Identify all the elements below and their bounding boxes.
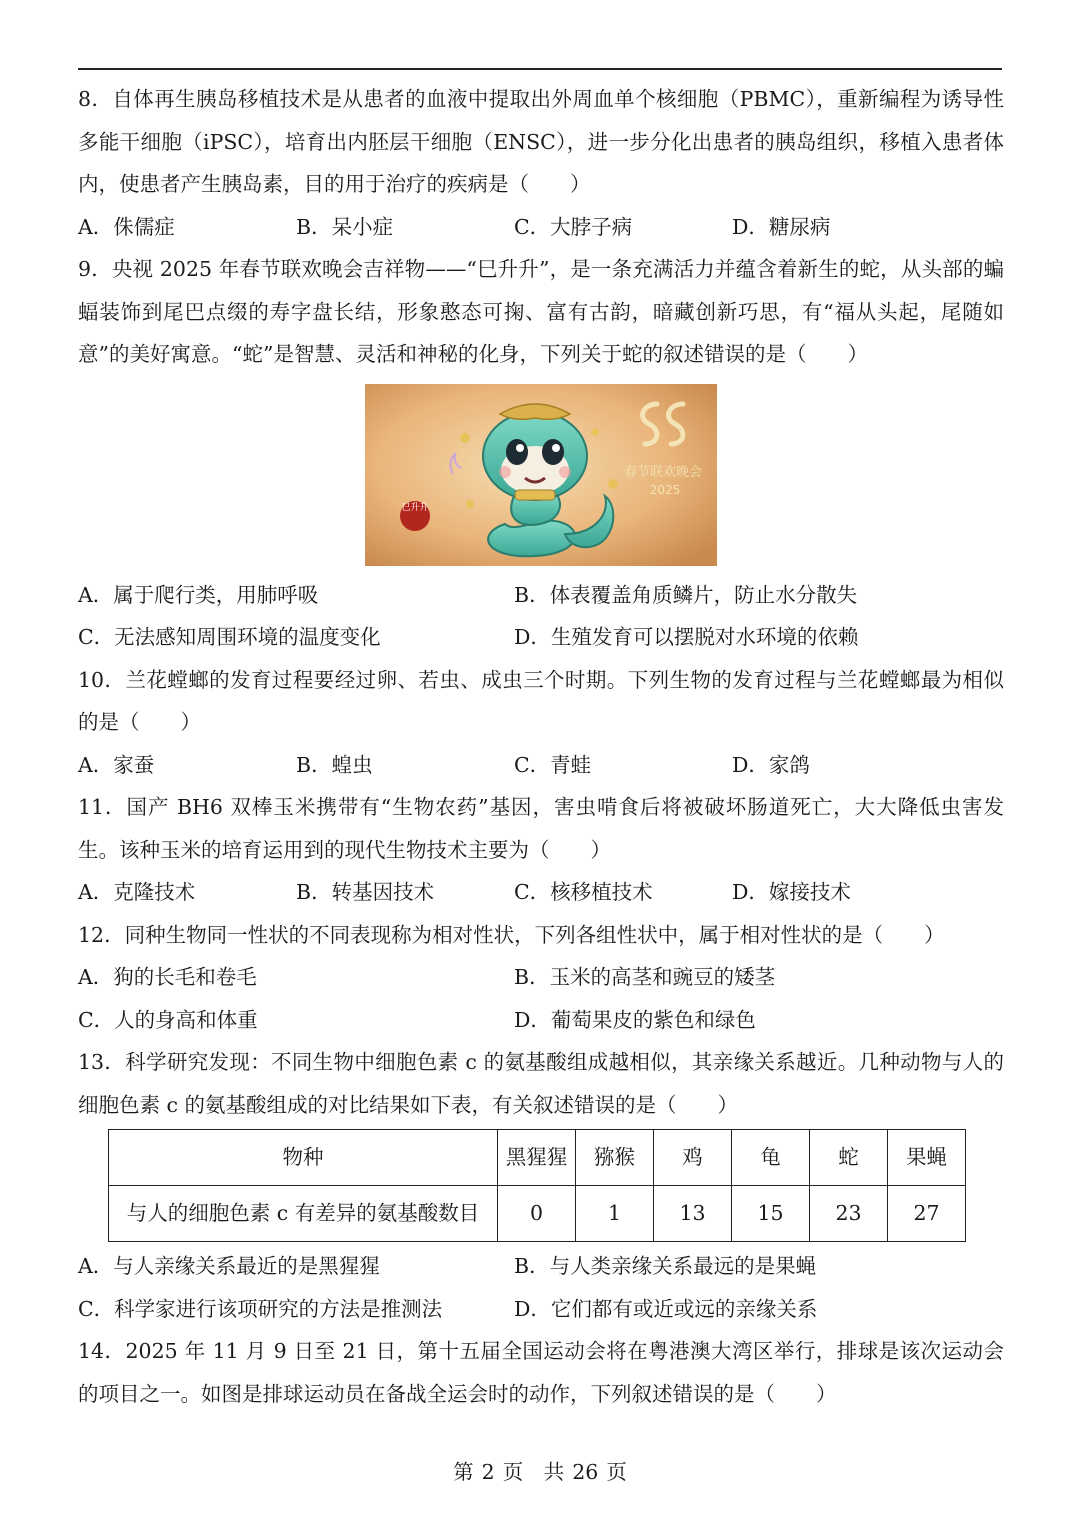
table-cell: 15 — [732, 1186, 810, 1242]
header-rule — [78, 68, 1002, 70]
footer-suffix: 页 — [606, 1460, 627, 1484]
footer-total-pages: 26 — [572, 1460, 599, 1484]
page-footer — [0, 1455, 1080, 1485]
option-b[interactable]: B．与人类亲缘关系最远的是果蝇 — [514, 1254, 817, 1278]
question-8-options — [78, 206, 1004, 249]
option-c[interactable]: C．青蛙 — [514, 752, 592, 777]
table-header-cell: 果蝇 — [888, 1130, 966, 1186]
table-cell: 0 — [498, 1186, 576, 1242]
option-a[interactable]: A．与人亲缘关系最近的是黑猩猩 — [78, 1254, 380, 1278]
option-a[interactable]: A．狗的长毛和卷毛 — [78, 965, 257, 989]
table-cell: 23 — [810, 1186, 888, 1242]
footer-page-number: 2 — [481, 1460, 495, 1484]
question-9-stem: 9．央视 2025 年春节联欢晚会吉祥物——“巳升升”，是一条充满活力并蕴含着新生的蛇，从头部的蝙蝠装饰到尾巴点缀的寿字盘长结，形象憨态可掬、富有古韵，暗藏创新巧思，有“福从头起，尾随如意”的美好寓意。“蛇”是智慧、灵活和神秘的化身，下列关于蛇的叙述错误的是（ ） — [78, 257, 1004, 366]
table-row — [109, 1186, 966, 1242]
option-a[interactable]: A．属于爬行类，用肺呼吸 — [78, 582, 319, 607]
option-d[interactable]: D．葡萄果皮的紫色和绿色 — [514, 1007, 756, 1032]
mascot-image — [365, 384, 717, 566]
gala-logo-text: 春节联欢晚会 — [623, 464, 703, 480]
table-header-label: 物种 — [109, 1130, 498, 1186]
table-header-cell: 黑猩猩 — [498, 1130, 576, 1186]
question-13-options-row-1 — [78, 1245, 1004, 1288]
option-a[interactable]: A．克隆技术 — [78, 880, 196, 904]
table-cell: 13 — [654, 1186, 732, 1242]
question-9-options-row-1 — [78, 574, 1004, 617]
question-12-options-row-1 — [78, 956, 1004, 999]
question-10-options — [78, 744, 1004, 787]
table-header-cell: 猕猴 — [576, 1130, 654, 1186]
option-b[interactable]: B．体表覆盖角质鳞片，防止水分散失 — [514, 582, 858, 607]
question-11-options — [78, 871, 1004, 914]
option-d[interactable]: D．糖尿病 — [732, 214, 831, 239]
option-c[interactable]: C．人的身高和体重 — [78, 1007, 258, 1032]
table-cell: 1 — [576, 1186, 654, 1242]
option-d[interactable]: D．它们都有或近或远的亲缘关系 — [514, 1296, 818, 1321]
question-11-stem: 11．国产 BH6 双棒玉米携带有“生物农药”基因，害虫啃食后将被破坏肠道死亡，大大降低虫害发生。该种玉米的培育运用到的现代生物技术主要为（ ） — [78, 795, 1004, 862]
option-a[interactable]: A．家蚕 — [78, 752, 155, 777]
table-header-cell: 蛇 — [810, 1130, 888, 1186]
question-14-stem: 14．2025 年 11 月 9 日至 21 日，第十五届全国运动会将在粤港澳大湾区举行，排球是该次运动会的项目之一。如图是排球运动员在备战全运会时的动作，下列叙述错误的是（ ） — [78, 1339, 1004, 1406]
table-header-cell: 鸡 — [654, 1130, 732, 1186]
option-b[interactable]: B．呆小症 — [296, 214, 394, 239]
question-12-stem: 12．同种生物同一性状的不同表现称为相对性状，下列各组性状中，属于相对性状的是（ ） — [78, 922, 945, 947]
option-d[interactable]: D．家鸽 — [732, 752, 810, 777]
option-b[interactable]: B．蝗虫 — [296, 752, 373, 777]
question-8-stem: 8．自体再生胰岛移植技术是从患者的血液中提取出外周血单个核细胞（PBMC），重新编程为诱导性多能干细胞（iPSC），培育出内胚层干细胞（ENSC），进一步分化出患者的胰岛组织，移植入患者体内，使患者产生胰岛素，目的用于治疗的疾病是（ ） — [78, 87, 1004, 196]
option-b[interactable]: B．转基因技术 — [296, 880, 435, 904]
table-row-label: 与人的细胞色素 c 有差异的氨基酸数目 — [109, 1186, 498, 1242]
option-c[interactable]: C．无法感知周围环境的温度变化 — [78, 625, 381, 649]
question-13-options-row-2 — [78, 1288, 1004, 1331]
option-b[interactable]: B．玉米的高茎和豌豆的矮茎 — [514, 965, 776, 989]
cytochrome-c-table — [108, 1129, 966, 1242]
seal-text: 巳升升 — [401, 502, 429, 513]
footer-prefix: 第 — [453, 1460, 474, 1484]
question-10-stem: 10．兰花螳螂的发育过程要经过卵、若虫、成虫三个时期。下列生物的发育过程与兰花螳螂最为相似的是（ ） — [78, 667, 1004, 734]
gala-year-text: 2025 — [649, 482, 681, 497]
option-c[interactable]: C．核移植技术 — [514, 880, 653, 904]
table-header-cell: 龟 — [732, 1130, 810, 1186]
page-content — [78, 78, 1004, 1415]
option-d[interactable]: D．嫁接技术 — [732, 880, 851, 904]
table-cell: 27 — [888, 1186, 966, 1242]
option-d[interactable]: D．生殖发育可以摆脱对水环境的依赖 — [514, 625, 859, 649]
question-12-options-row-2 — [78, 999, 1004, 1042]
question-13-stem: 13．科学研究发现：不同生物中细胞色素 c 的氨基酸组成越相似，其亲缘关系越近。几种动物与人的细胞色素 c 的氨基酸组成的对比结果如下表，有关叙述错误的是（ ） — [78, 1050, 1004, 1117]
question-9-options-row-2 — [78, 616, 1004, 659]
option-a[interactable]: A．侏儒症 — [78, 214, 175, 239]
snake-mascot-illustration — [365, 384, 717, 566]
cytochrome-c-table-wrap — [108, 1129, 1004, 1242]
footer-middle: 页 共 — [502, 1460, 565, 1484]
table-header-row — [109, 1130, 966, 1186]
option-c[interactable]: C．科学家进行该项研究的方法是推测法 — [78, 1296, 443, 1321]
option-c[interactable]: C．大脖子病 — [514, 214, 633, 239]
